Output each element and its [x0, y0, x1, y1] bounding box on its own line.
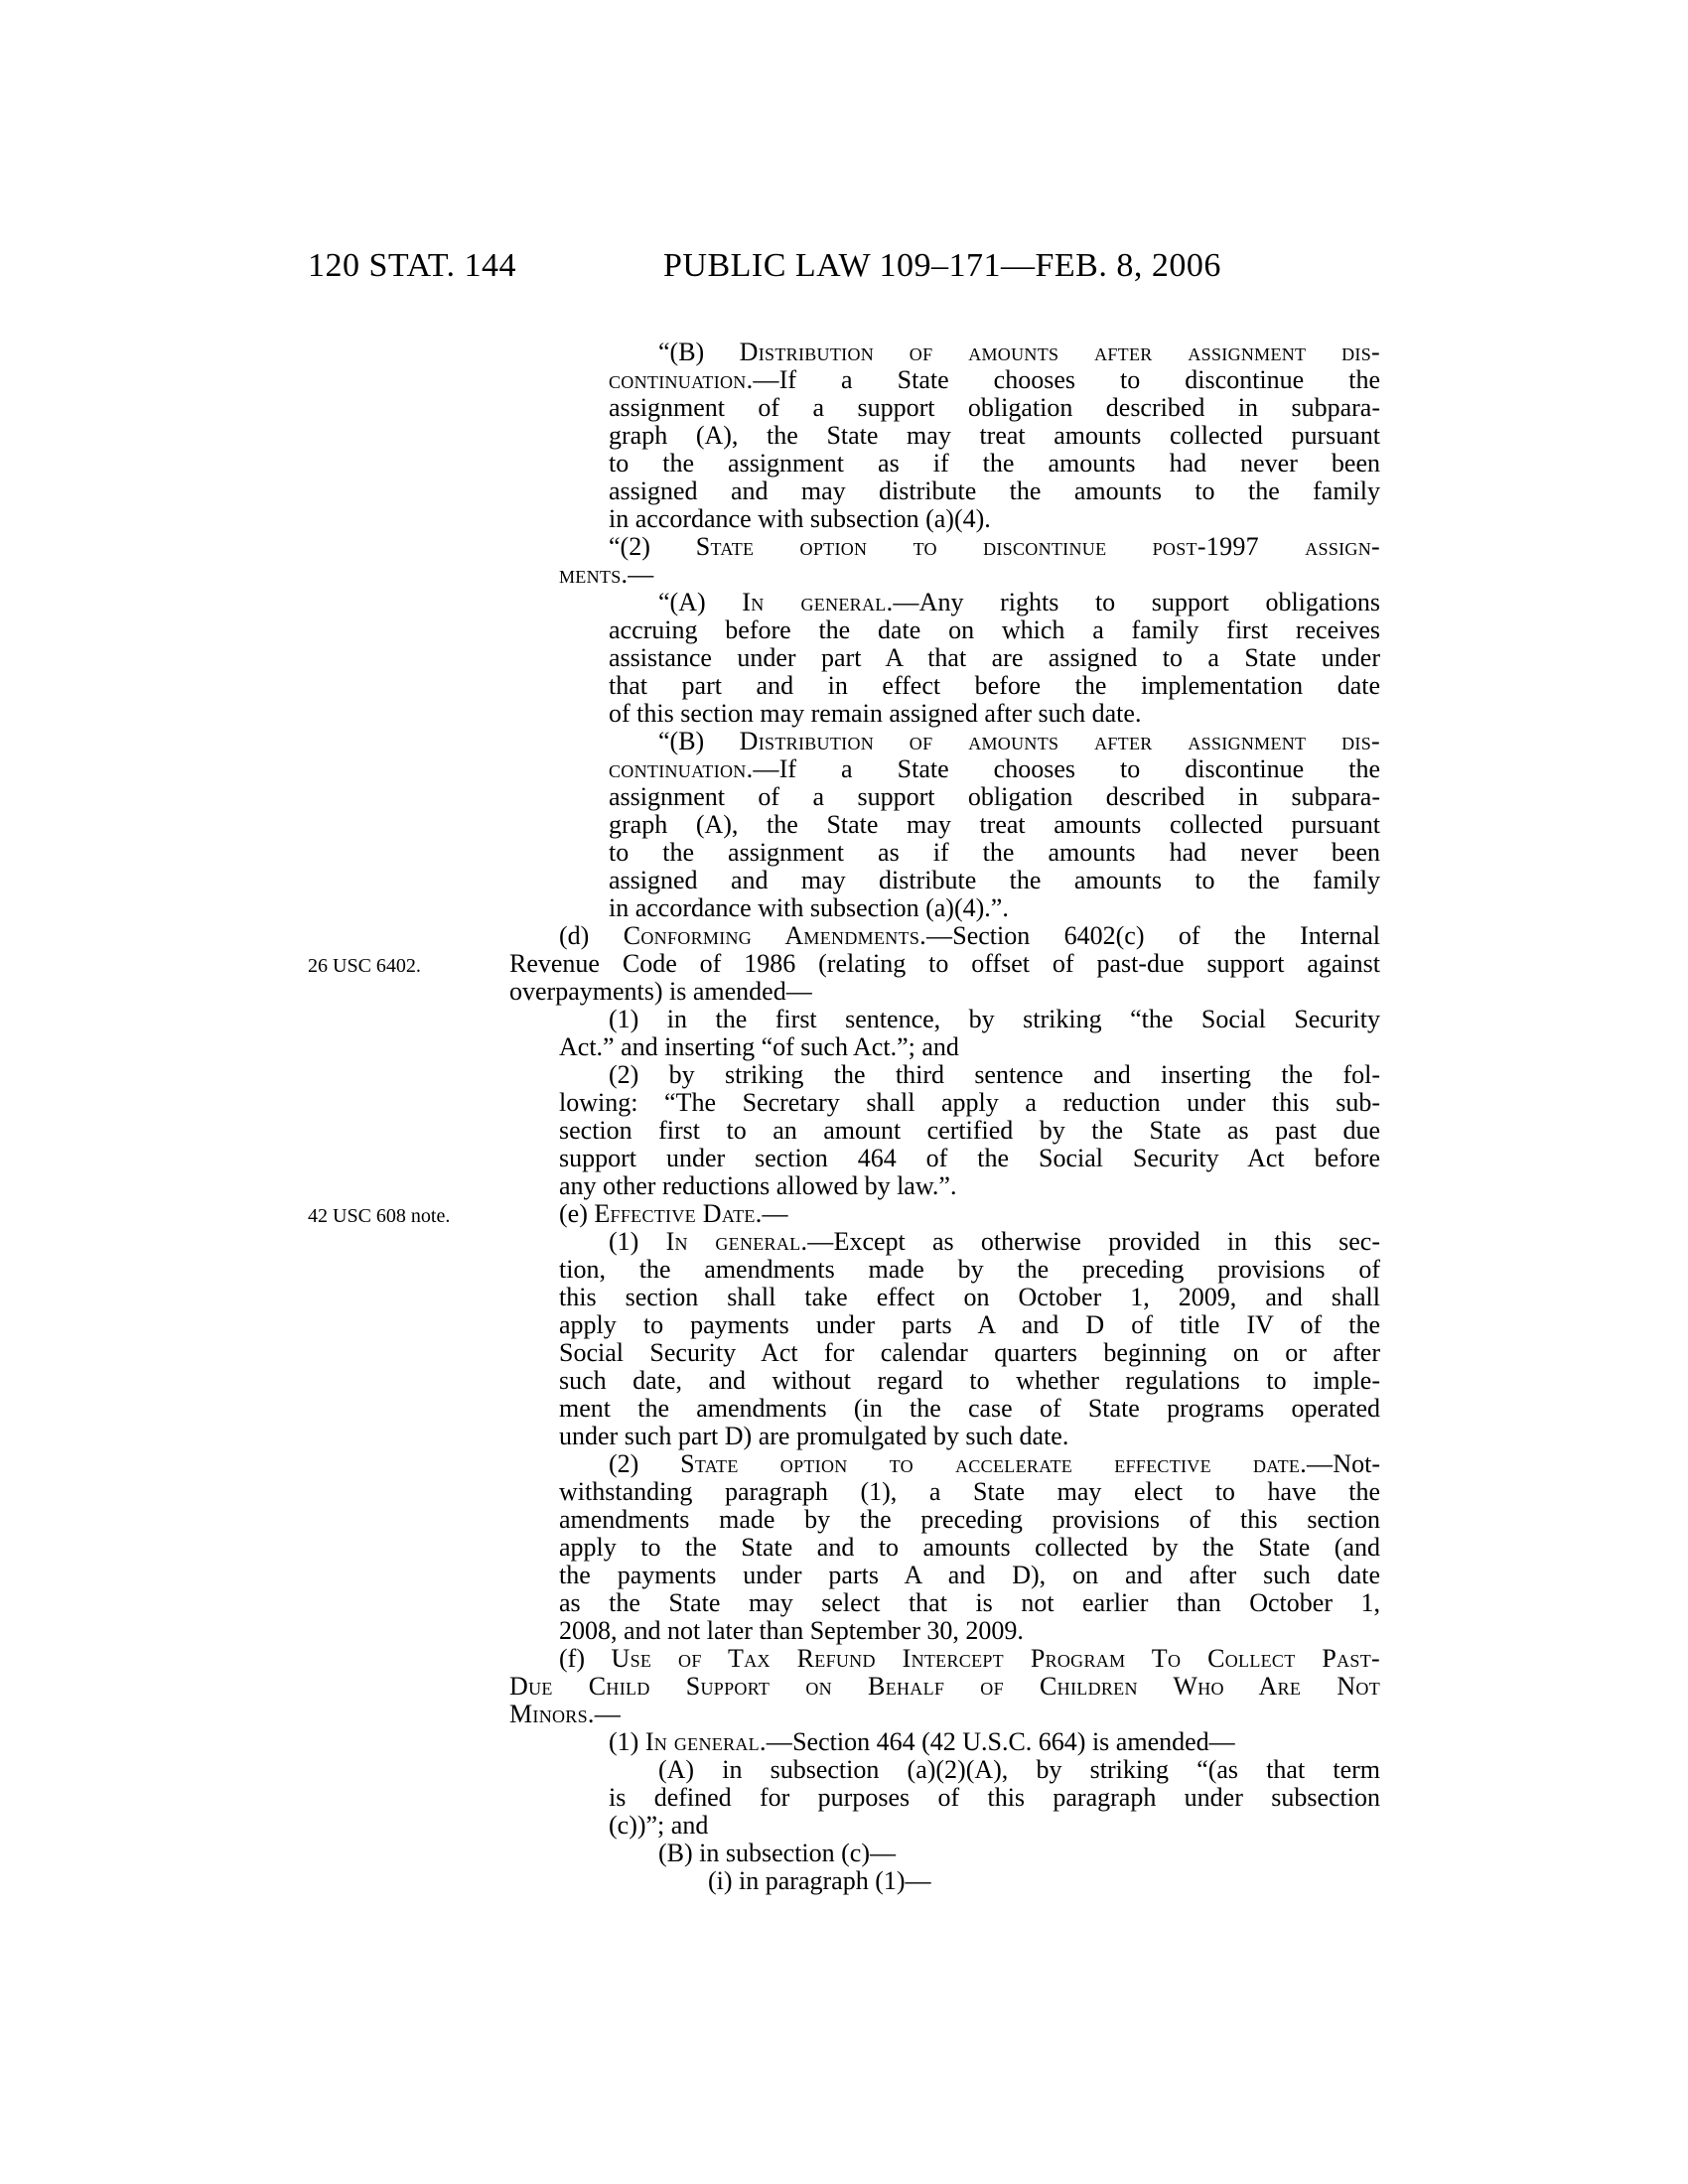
body-line: [559, 561, 1380, 589]
body-run: Social Security Act for calendar quarters beginning on or after: [559, 1338, 1380, 1367]
body-run: Revenue Code of 1986 (relating to offset of past-due support against: [509, 949, 1380, 978]
body-line: [609, 1228, 1380, 1256]
body-line: [559, 1200, 1380, 1228]
body-run: assigned and may distribute the amounts to the family: [609, 866, 1380, 894]
body-run: apply to payments under parts A and D of title IV of the: [559, 1310, 1380, 1339]
body-line: [609, 616, 1380, 644]
body-run: to the assignment as if the amounts had never been: [609, 449, 1380, 478]
body-run: “(A): [658, 588, 743, 616]
body-line: [559, 1478, 1380, 1506]
body-line: [609, 394, 1380, 422]
body-run: Section 464 (42 U.S.C. 664) is amended—: [792, 1727, 1235, 1756]
body-run: tion, the amendments made by the preceding provisions of: [559, 1255, 1380, 1284]
body-run: (1): [609, 1227, 666, 1256]
body-line: [609, 450, 1380, 478]
body-run: section first to an amount certified by the State as past due: [559, 1116, 1380, 1145]
body-run: graph (A), the State may treat amounts collected pursuant: [609, 421, 1380, 450]
body-run: ment the amendments (in the case of State programs operated: [559, 1394, 1380, 1423]
body-line: [559, 1089, 1380, 1117]
body-run: assignment of a support obligation described in subpara-: [609, 782, 1380, 811]
body-line: [559, 922, 1380, 950]
small-caps-text: continuation.—: [609, 754, 779, 783]
body-line: [559, 1645, 1380, 1673]
body-line: [559, 1033, 1380, 1061]
body-run: assistance under part A that are assigned to a State under: [609, 643, 1380, 672]
body-run: (d): [559, 921, 624, 950]
body-run: (2): [609, 1449, 681, 1478]
body-line: [559, 1395, 1380, 1423]
body-run: withstanding paragraph (1), a State may elect to have the: [559, 1477, 1380, 1506]
body-line: [559, 1589, 1380, 1617]
body-line: [658, 1756, 1380, 1784]
body-line: [609, 1812, 1380, 1840]
body-run: the payments under parts A and D), on and after such date: [559, 1561, 1380, 1589]
body-text: [509, 339, 1380, 1895]
body-line: [609, 366, 1380, 394]
body-line: [559, 1145, 1380, 1172]
body-run: If a State chooses to discontinue the: [778, 754, 1380, 783]
body-run: (1): [609, 1727, 645, 1756]
body-run: (2) by striking the third sentence and inserting the fol-: [609, 1060, 1380, 1089]
body-line: [609, 1006, 1380, 1033]
small-caps-text: continuation.—: [609, 365, 779, 394]
body-run: lowing: “The Secretary shall apply a reduction under this sub-: [559, 1088, 1380, 1117]
body-run: Act.” and inserting “of such Act.”; and: [559, 1032, 959, 1061]
margin-note: 26 USC 6402.: [308, 955, 421, 977]
body-line: [609, 839, 1380, 867]
body-run: (i) in paragraph (1)—: [708, 1866, 931, 1895]
body-run: (e): [559, 1199, 595, 1228]
body-run: 2008, and not later than September 30, 2009.: [559, 1616, 1024, 1645]
small-caps-text: In general.—: [644, 1727, 793, 1756]
small-caps-text: Effective Date.—: [594, 1199, 788, 1228]
small-caps-text: Distribution of amounts after assignment dis-: [739, 727, 1380, 755]
body-run: “(B): [658, 727, 740, 755]
body-line: [609, 867, 1380, 894]
body-line: [509, 978, 1380, 1006]
body-line: [658, 339, 1380, 366]
margin-note: 42 USC 608 note.: [308, 1205, 451, 1227]
body-run: If a State chooses to discontinue the: [778, 365, 1380, 394]
body-run: under such part D) are promulgated by such date.: [559, 1422, 1069, 1450]
small-caps-text: Due Child Support on Behalf of Children Who Are Not: [509, 1672, 1380, 1701]
body-line: [609, 755, 1380, 783]
body-line: [658, 589, 1380, 616]
body-line: [609, 1450, 1380, 1478]
body-line: [559, 1311, 1380, 1339]
body-run: Not-: [1333, 1449, 1380, 1478]
body-run: assigned and may distribute the amounts to the family: [609, 477, 1380, 505]
body-run: Section 6402(c) of the Internal: [952, 921, 1380, 950]
public-law-running-head: PUBLIC LAW 109–171—FEB. 8, 2006: [663, 247, 1221, 284]
body-line: [559, 1534, 1380, 1562]
body-run: (f): [559, 1644, 612, 1673]
body-line: [509, 1673, 1380, 1701]
body-run: accruing before the date on which a family first receives: [609, 615, 1380, 644]
body-line: [609, 505, 1380, 533]
body-line: [658, 1840, 1380, 1867]
body-line: [559, 1506, 1380, 1534]
body-line: [658, 728, 1380, 755]
body-line: [609, 700, 1380, 728]
body-run: (1) in the first sentence, by striking “the Social Security: [609, 1005, 1380, 1033]
body-run: is defined for purposes of this paragraph under subsection: [609, 1783, 1380, 1812]
small-caps-text: Use of Tax Refund Intercept Program To Collect Past-: [611, 1644, 1380, 1673]
small-caps-text: Distribution of amounts after assignment dis-: [739, 338, 1380, 366]
small-caps-text: State option to accelerate effective date.—: [680, 1449, 1334, 1478]
body-run: support under section 464 of the Social Security Act before: [559, 1144, 1380, 1172]
body-line: [559, 1562, 1380, 1589]
body-line: [609, 1061, 1380, 1089]
body-run: (B) in subsection (c)—: [658, 1839, 897, 1867]
body-line: [609, 783, 1380, 811]
body-line: [509, 950, 1380, 978]
body-line: [559, 1339, 1380, 1367]
body-run: in accordance with subsection (a)(4).”.: [609, 893, 1009, 922]
body-run: graph (A), the State may treat amounts collected pursuant: [609, 810, 1380, 839]
body-line: [559, 1117, 1380, 1145]
body-line: [609, 1728, 1380, 1756]
body-line: [559, 1256, 1380, 1284]
body-line: [509, 1701, 1380, 1728]
body-run: (A) in subsection (a)(2)(A), by striking “(as that term: [658, 1755, 1380, 1784]
body-line: [559, 1617, 1380, 1645]
body-line: [609, 533, 1380, 561]
body-run: Except as otherwise provided in this sec-: [833, 1227, 1380, 1256]
body-run: in accordance with subsection (a)(4).: [609, 504, 991, 533]
body-line: [559, 1423, 1380, 1450]
small-caps-text: Minors.—: [509, 1700, 622, 1728]
body-run: apply to the State and to amounts collected by the State (and: [559, 1533, 1380, 1562]
small-caps-text: In general.—: [742, 588, 919, 616]
body-line: [609, 478, 1380, 505]
body-run: amendments made by the preceding provisions of this section: [559, 1505, 1380, 1534]
body-run: this section shall take effect on October 1, 2009, and shall: [559, 1283, 1380, 1311]
body-run: overpayments) is amended—: [509, 977, 812, 1006]
body-run: “(2): [609, 532, 696, 561]
body-run: such date, and without regard to whether regulations to imple-: [559, 1366, 1380, 1395]
body-run: Any rights to support obligations: [918, 588, 1381, 616]
body-run: “(B): [658, 338, 740, 366]
body-run: (c))”; and: [609, 1811, 709, 1840]
body-line: [559, 1284, 1380, 1311]
body-line: [609, 1784, 1380, 1812]
body-line: [559, 1172, 1380, 1200]
body-run: any other reductions allowed by law.”.: [559, 1171, 957, 1200]
body-run: to the assignment as if the amounts had never been: [609, 838, 1380, 867]
body-line: [559, 1367, 1380, 1395]
body-line: [609, 644, 1380, 672]
small-caps-text: State option to discontinue post-1997 assign-: [695, 532, 1380, 561]
small-caps-text: ments.—: [559, 560, 654, 589]
body-run: that part and in effect before the implementation date: [609, 671, 1380, 700]
stat-page-number: 120 STAT. 144: [308, 247, 516, 284]
body-line: [609, 672, 1380, 700]
small-caps-text: Conforming Amendments.—: [623, 921, 953, 950]
body-line: [708, 1867, 1380, 1895]
body-line: [609, 811, 1380, 839]
body-line: [609, 894, 1380, 922]
body-run: as the State may select that is not earlier than October 1,: [559, 1588, 1380, 1617]
small-caps-text: In general.—: [665, 1227, 834, 1256]
body-line: [609, 422, 1380, 450]
body-run: of this section may remain assigned after such date.: [609, 699, 1142, 728]
body-run: assignment of a support obligation described in subpara-: [609, 393, 1380, 422]
